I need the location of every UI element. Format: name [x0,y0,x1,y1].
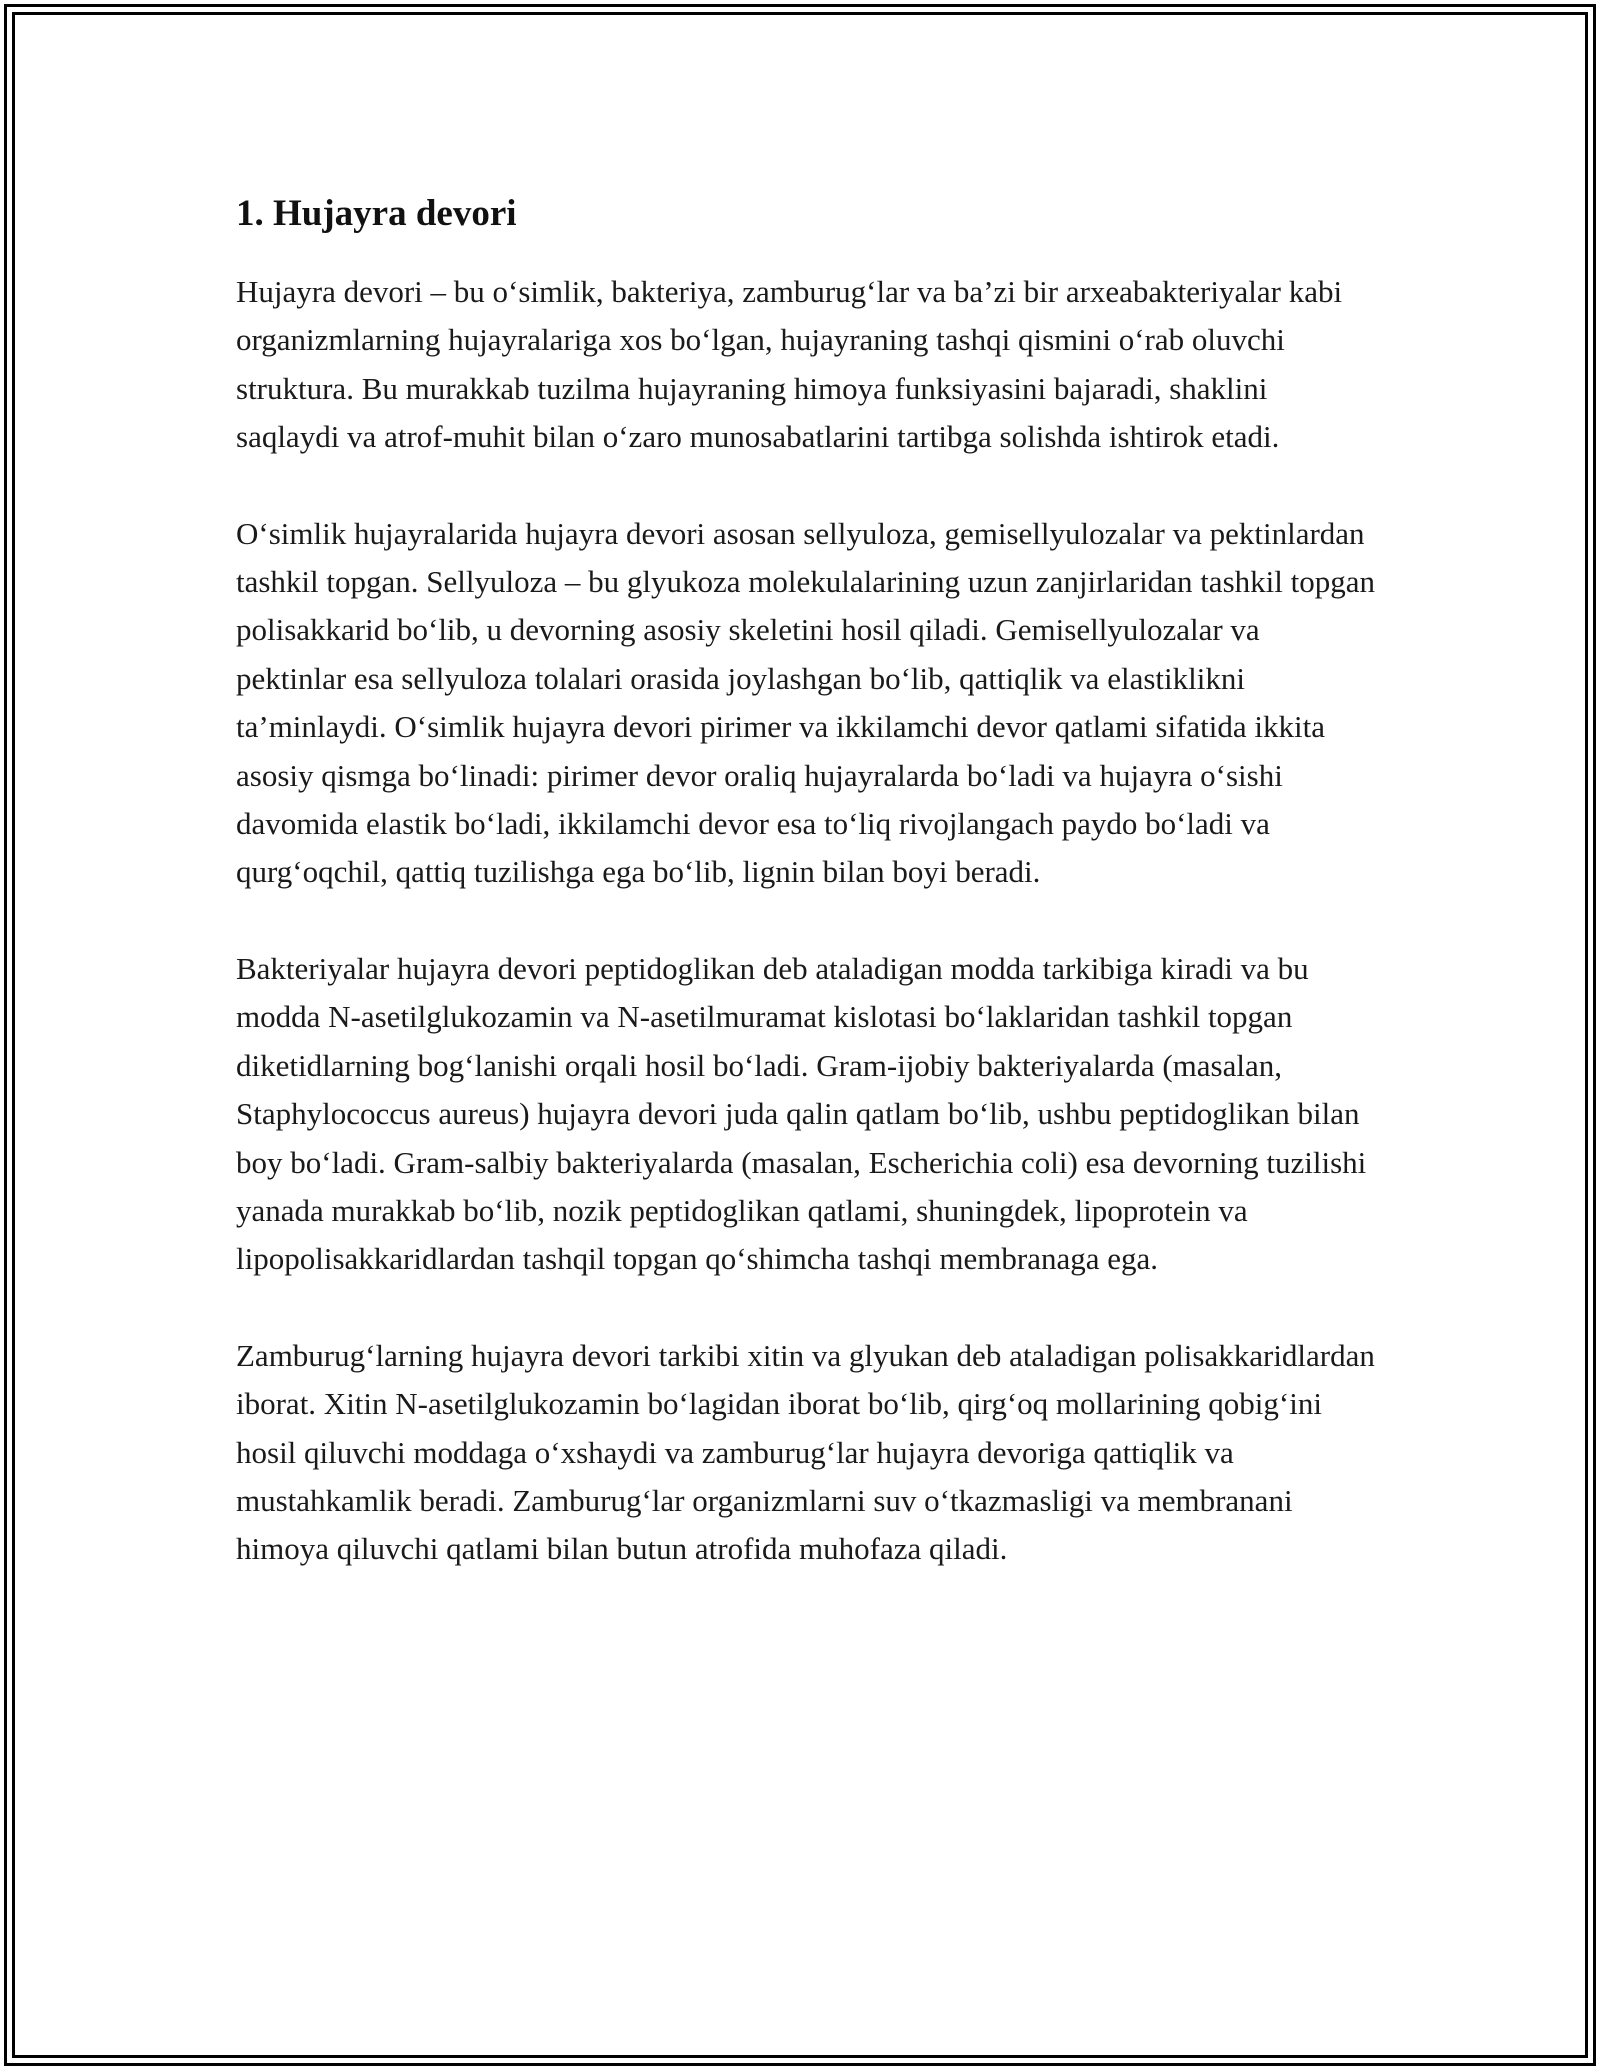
section-heading: 1. Hujayra devori [236,193,517,234]
paragraph-bacteria: Bakteriyalar hujayra devori peptidoglikan deb ataladigan modda tarkibiga kiradi va bu modda N-asetilglukozamin va N-asetilmuramat kislotasi bo‘laklaridan tashkil topgan diketidlarning bog‘lanishi orqali hosil bo‘ladi. Gram-ijobiy bakteriyalarda (masalan, Staphylococcus aureus) hujayra devori juda qalin qatlam bo‘lib, ushbu peptidoglikan bilan boy bo‘ladi. Gram-salbiy bakteriyalarda (masalan, Escherichia coli) esa devorning tuzilishi yanada murakkab bo‘lib, nozik peptidoglikan qatlami, shuningdek, lipoprotein va lipopolisakkaridlardan tashqil topgan qo‘shimcha tashqi membranaga ega. [236,950,1367,1277]
document-body [236,186,1376,1622]
paragraph-intro: Hujayra devori – bu o‘simlik, bakteriya, zamburug‘lar va ba’zi bir arxeabakteriyalar kabi organizmlarning hujayralariga xos bo‘lgan, hujayraning tashqi qismini o‘rab oluvchi struktura. Bu murakkab tuzilma hujayraning himoya funksiyasini bajaradi, shaklini saqlaydi va atrof-muhit bilan o‘zaro munosabatlarini tartibga solishda ishtirok etadi. [236,274,1343,455]
paragraph-plant-cells: O‘simlik hujayralarida hujayra devori asosan sellyuloza, gemisellyulozalar va pektinlardan tashkil topgan. Sellyuloza – bu glyukoza molekulalarining uzun zanjirlaridan tashkil topgan polisakkarid bo‘lib, u devorning asosiy skeletini hosil qiladi. Gemisellyulozalar va pektinlar esa sellyuloza tolalari orasida joylashgan bo‘lib, qattiqlik va elastiklikni ta’minlaydi. O‘simlik hujayra devori pirimer va ikkilamchi devor qatlami sifatida ikkita asosiy qismga bo‘linadi: pirimer devor oraliq hujayralarda bo‘ladi va hujayra o‘sishi davomida elastik bo‘ladi, ikkilamchi devor esa to‘liq rivojlangach paydo bo‘ladi va qurg‘oqchil, qattiq tuzilishga ega bo‘lib, lignin bilan boyi beradi. [236,515,1375,890]
paragraph-fungi: Zamburug‘larning hujayra devori tarkibi xitin va glyukan deb ataladigan polisakkaridlardan iborat. Xitin N-asetilglukozamin bo‘lagidan iborat bo‘lib, qirg‘oq mollarining qobig‘ini hosil qiluvchi moddaga o‘xshaydi va zamburug‘lar hujayra devoriga qattiqlik va mustahkamlik beradi. Zamburug‘lar organizmlarni suv o‘tkazmasligi va membranani himoya qiluvchi qatlami bilan butun atrofida muhofaza qiladi. [236,1337,1375,1567]
